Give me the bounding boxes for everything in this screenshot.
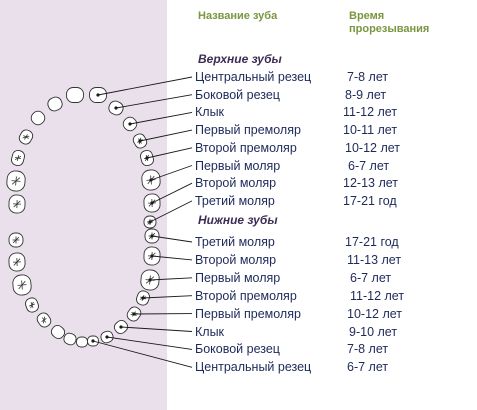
leader-dot <box>105 335 108 338</box>
tooth-row <box>195 288 470 304</box>
leader-line <box>121 327 192 332</box>
tooth-eruption-age: 8-9 лет <box>345 87 387 102</box>
tooth-name: Первый премоляр <box>195 306 301 321</box>
tooth-name: Третий моляр <box>195 193 275 208</box>
tooth-shape <box>67 88 84 103</box>
tooth-shape <box>24 296 40 313</box>
leader-dot <box>141 296 144 299</box>
tooth-name: Второй премоляр <box>195 288 297 303</box>
tooth-eruption-age: 17-21 год <box>343 193 397 208</box>
tooth-eruption-age: 7-8 лет <box>347 342 389 357</box>
tooth-name: Первый моляр <box>195 158 281 173</box>
leader-dot <box>114 106 117 109</box>
leader-line <box>107 337 192 349</box>
leader-dot <box>150 201 153 204</box>
leader-line <box>130 112 192 124</box>
tooth-shape <box>10 149 25 167</box>
tooth-row <box>195 270 470 286</box>
tooth-shape <box>17 128 34 146</box>
tooth-name: Второй премоляр <box>195 140 297 155</box>
tooth-row <box>195 175 470 191</box>
tooth-eruption-age: 12-13 лет <box>343 176 398 191</box>
tooth-name: Клык <box>195 105 225 120</box>
tooth-eruption-age: 11-13 лет <box>347 252 402 267</box>
tooth-shape <box>77 337 88 347</box>
section-title-lower: Нижние зубы <box>198 213 278 227</box>
tooth-shape <box>29 109 47 127</box>
tooth-shape <box>9 233 23 247</box>
leader-dot <box>150 234 153 237</box>
leader-dot <box>138 139 141 142</box>
upper-jaw <box>6 88 161 229</box>
lower-jaw <box>9 229 161 347</box>
tooth-row <box>195 140 470 156</box>
column-header-time: Время прорезывания <box>349 10 430 35</box>
tooth-eruption-age: 7-8 лет <box>347 70 389 84</box>
tooth-eruption-age: 11-12 лет <box>350 288 405 303</box>
tooth-row <box>195 324 470 340</box>
tooth-eruption-age: 6-7 лет <box>348 158 390 173</box>
tooth-shape <box>9 195 26 214</box>
tooth-shape <box>12 274 32 295</box>
tooth-row <box>195 87 470 103</box>
tooth-row <box>195 341 470 357</box>
leader-dot <box>128 122 131 125</box>
tooth-row <box>195 252 470 268</box>
tooth-name: Третий моляр <box>195 235 275 249</box>
tooth-row <box>195 306 470 322</box>
tooth-row <box>195 158 470 174</box>
tooth-name: Второй моляр <box>195 252 277 267</box>
tooth-shape <box>6 170 26 191</box>
leader-dot <box>91 339 94 342</box>
leader-dot <box>119 325 122 328</box>
tooth-name: Центральный резец <box>195 360 312 375</box>
leader-dot <box>150 254 153 257</box>
leader-line <box>143 296 192 298</box>
section-title-upper: Верхние зубы <box>198 52 282 66</box>
leader-line <box>140 130 192 141</box>
tooth-eruption-age: 10-11 лет <box>343 123 398 138</box>
tooth-shape <box>35 311 53 329</box>
tooth-eruption-age: 9-10 лет <box>349 324 398 339</box>
tooth-name: Центральный резец <box>195 70 312 84</box>
tooth-name: Боковой резец <box>195 342 280 357</box>
tooth-shape <box>9 253 26 272</box>
tooth-name: Первый премоляр <box>195 123 301 138</box>
tooth-row <box>195 122 470 138</box>
leader-dot <box>132 312 135 315</box>
leader-line <box>98 77 192 95</box>
tooth-name: Второй моляр <box>195 176 277 191</box>
leader-dot <box>149 178 152 181</box>
leader-dot <box>96 93 99 96</box>
tooth-eruption-age: 11-12 лет <box>343 105 398 120</box>
tooth-eruption-age: 10-12 лет <box>347 306 402 321</box>
tooth-row <box>195 234 470 250</box>
leader-lines <box>91 77 192 367</box>
tooth-name: Боковой резец <box>195 87 280 102</box>
tooth-row <box>195 104 470 120</box>
tooth-shape <box>46 95 64 113</box>
tooth-row <box>195 69 470 85</box>
tooth-eruption-age: 10-12 лет <box>345 140 400 155</box>
tooth-eruption-age: 6-7 лет <box>350 270 392 285</box>
tooth-eruption-age: 17-21 год <box>345 235 399 249</box>
tooth-name: Клык <box>195 324 225 339</box>
leader-dot <box>148 278 151 281</box>
tooth-name: Первый моляр <box>195 270 281 285</box>
leader-line <box>93 341 192 367</box>
column-header-name: Название зуба <box>198 10 278 22</box>
leader-line <box>147 148 192 158</box>
leader-dot <box>145 156 148 159</box>
leader-dot <box>148 220 151 223</box>
leader-line <box>116 95 192 108</box>
tooth-row <box>195 193 470 209</box>
tooth-row <box>195 359 470 375</box>
tooth-eruption-age: 6-7 лет <box>347 360 389 375</box>
